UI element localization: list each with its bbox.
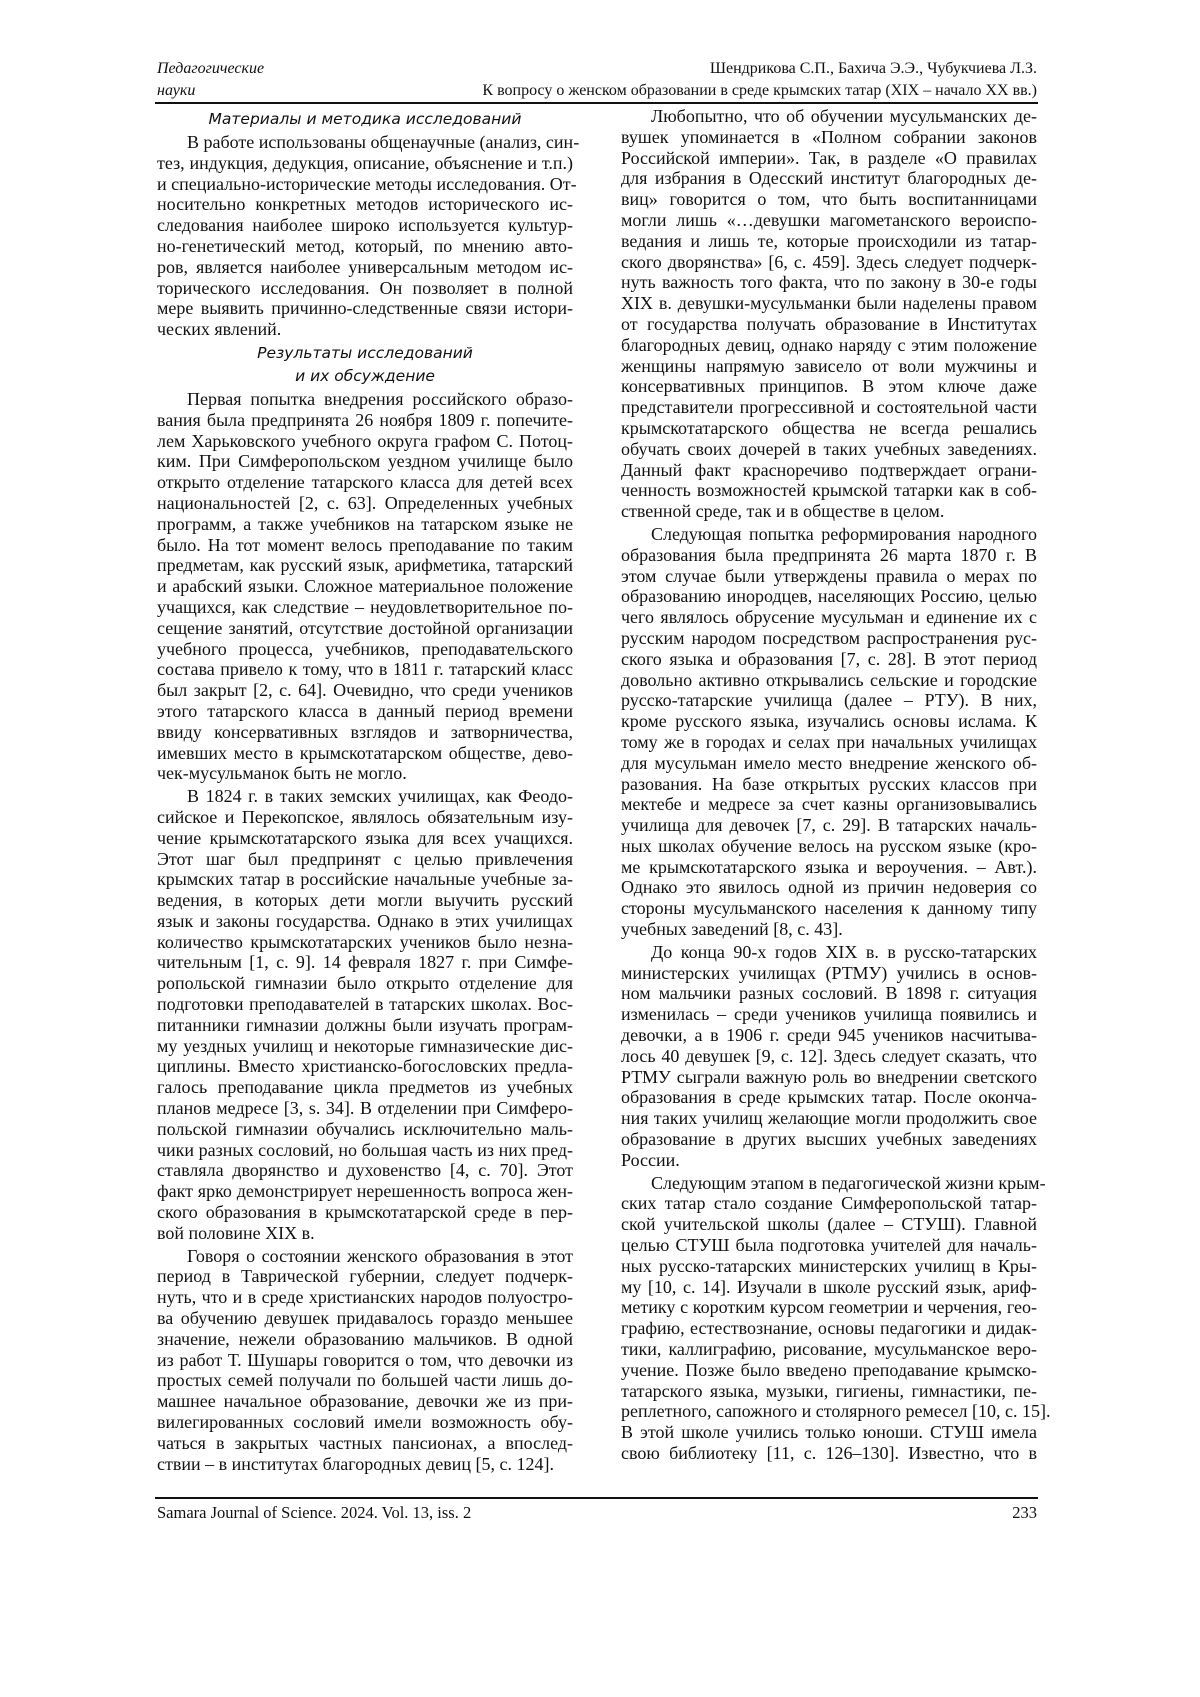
- text-line: ров, является наиболее универсальным методом ис-: [157, 257, 573, 278]
- text-line: ских татар стало создание Симферопольской татар-: [621, 1193, 1037, 1214]
- text-line: состава привело к тому, что в 1811 г. татарский класс: [157, 659, 573, 680]
- text-line: вой половине XIX в.: [157, 1223, 573, 1244]
- section-line: Педагогические: [157, 58, 264, 80]
- text-line: консервативных принципов. В этом ключе даже: [621, 376, 1037, 397]
- page-number: 233: [1012, 1503, 1037, 1523]
- text-line: Говоря о состоянии женского образования в этот: [157, 1246, 573, 1267]
- text-line: ведания и лишь те, которые происходили из татар-: [621, 231, 1037, 252]
- text-line: обучать своих дочерей в таких учебных заведениях.: [621, 439, 1037, 460]
- text-line: могли лишь «…девушки магометанского вероиспо-: [621, 210, 1037, 231]
- right-column: [621, 106, 1037, 1466]
- text-line: ме крымскотатарского языка и вероучения. – Авт.).: [621, 857, 1037, 878]
- text-line: ченность возможностей крымской татарки как в соб-: [621, 480, 1037, 501]
- text-line: количество крымскотатарских учеников было незна-: [157, 932, 573, 953]
- text-line: подготовки преподавателей в татарских школах. Вос-: [157, 994, 573, 1015]
- text-line: чего являлось обрусение мусульман и единение их с: [621, 607, 1037, 628]
- text-line: питанники гимназии должны были изучать програм-: [157, 1015, 573, 1036]
- text-line: русским народом посредством распространения рус-: [621, 628, 1037, 649]
- paragraph: [157, 389, 573, 784]
- text-line: ского языка и образования [7, с. 28]. В этот период: [621, 649, 1037, 670]
- left-column: [157, 106, 573, 1476]
- text-line: предметам, как русский язык, арифметика, татарский: [157, 555, 573, 576]
- article-title: К вопросу о женском образовании в среде крымских татар (XIX – начало XX вв.): [482, 80, 1037, 102]
- text-line: период в Таврической губернии, следует подчерк-: [157, 1266, 573, 1287]
- text-line: татарского языка, музыки, гигиены, гимнастики, пе-: [621, 1381, 1037, 1402]
- text-line: ропольской гимназии было открыто отделение для: [157, 973, 573, 994]
- text-line: простых семей получали по большей части лишь до-: [157, 1370, 573, 1391]
- text-line: му [10, с. 14]. Изучали в школе русский язык, ариф-: [621, 1277, 1037, 1298]
- authors: Шендрикова С.П., Бахича Э.Э., Чубукчиева Л.З.: [482, 58, 1037, 80]
- text-line: ввиду консервативных взглядов и затворничества,: [157, 722, 573, 743]
- paragraph: [157, 132, 573, 340]
- text-line: Этот шаг был предпринят с целью привлечения: [157, 849, 573, 870]
- text-line: учебных заведений [8, с. 43].: [621, 919, 1037, 940]
- paragraph: [621, 942, 1037, 1171]
- text-line: было. На тот момент велось преподавание по таким: [157, 535, 573, 556]
- text-line: Первая попытка внедрения российского образо-: [157, 389, 573, 410]
- running-header: [482, 58, 1037, 102]
- text-line: ставляла дворянство и духовенство [4, с. 70]. Этот: [157, 1160, 573, 1181]
- text-line: ния таких училищ желающие могли продолжить свое: [621, 1108, 1037, 1129]
- text-line: ского дворянства» [6, с. 459]. Здесь следует подчерк-: [621, 252, 1037, 273]
- text-line: В 1824 г. в таких земских училищах, как Феодо-: [157, 786, 573, 807]
- text-line: учение. Позже было введено преподавание крымско-: [621, 1360, 1037, 1381]
- text-line: факт ярко демонстрирует нерешенность вопроса жен-: [157, 1181, 573, 1202]
- text-line: из работ Т. Шушары говорится о том, что девочки из: [157, 1350, 573, 1371]
- paragraph: [157, 1246, 573, 1475]
- text-line: этом случае были утверждены правила о мерах по: [621, 566, 1037, 587]
- text-line: образования была предпринята 26 марта 1870 г. В: [621, 545, 1037, 566]
- text-line: открыто отделение татарского класса для детей всех: [157, 472, 573, 493]
- footer-divider: [155, 1497, 1038, 1499]
- journal-citation: Samara Journal of Science. 2024. Vol. 13, iss. 2: [157, 1503, 471, 1523]
- text-line: стороны мусульманского населения к данному типу: [621, 898, 1037, 919]
- text-line: ственной среде, так и в обществе в целом.: [621, 501, 1037, 522]
- text-line: образования в среде крымских татар. После оконча-: [621, 1087, 1037, 1108]
- text-line: чаться в закрытых частных пансионах, а впослед-: [157, 1433, 573, 1454]
- text-line: нуть важность того факта, что по закону в 30-е годы: [621, 272, 1037, 293]
- text-line: чение крымскотатарского языка для всех учащихся.: [157, 828, 573, 849]
- text-line: чики разных сословий, но большая часть из них пред-: [157, 1140, 573, 1161]
- text-line: лось 40 девушек [9, с. 12]. Здесь следует сказать, что: [621, 1046, 1037, 1067]
- text-line: изменилась – среди учеников училища появились и: [621, 1004, 1037, 1025]
- heading-line: Материалы и методика исследований: [157, 108, 573, 131]
- text-line: училища для девочек [7, с. 29]. В татарских началь-: [621, 815, 1037, 836]
- text-line: тому же в городах и селах при начальных училищах: [621, 732, 1037, 753]
- text-line: До конца 90-х годов XIX в. в русско-татарских: [621, 942, 1037, 963]
- text-line: ных русско-татарских министерских училищ в Кры-: [621, 1256, 1037, 1277]
- text-line: довольно активно открывались сельские и городские: [621, 670, 1037, 691]
- text-line: значение, нежели образованию мальчиков. В одной: [157, 1329, 573, 1350]
- text-line: ствии – в институтах благородных девиц [5, с. 124].: [157, 1454, 573, 1475]
- text-line: ского образования в крымскотатарской среде в пер-: [157, 1202, 573, 1223]
- text-line: Любопытно, что об обучении мусульманских де-: [621, 106, 1037, 127]
- text-line: женщины напрямую зависело от воли мужчины и: [621, 356, 1037, 377]
- text-line: сещение занятий, отсутствие достойной организации: [157, 618, 573, 639]
- text-line: русско-татарские училища (далее – РТУ). В них,: [621, 690, 1037, 711]
- text-line: ведения, в которых дети могли выучить русский: [157, 890, 573, 911]
- text-line: представители прогрессивной и состоятельной части: [621, 397, 1037, 418]
- section-heading: [157, 108, 573, 131]
- text-line: благородных девиц, однако наряду с этим положение: [621, 335, 1037, 356]
- text-line: тики, каллиграфию, рисование, мусульманское веро-: [621, 1339, 1037, 1360]
- text-line: образованию инородцев, населяющих Россию, целью: [621, 586, 1037, 607]
- text-line: ном мальчики разных сословий. В 1898 г. ситуация: [621, 983, 1037, 1004]
- text-line: виц» говорится о том, что быть воспитанницами: [621, 189, 1037, 210]
- text-line: вилегированных сословий имели возможность обу-: [157, 1412, 573, 1433]
- text-line: национальностей [2, с. 63]. Определенных учебных: [157, 493, 573, 514]
- text-line: программ, а также учебников на татарском языке не: [157, 514, 573, 535]
- text-line: ческих явлений.: [157, 319, 573, 340]
- text-line: торического исследования. Он позволяет в полной: [157, 278, 573, 299]
- text-line: для избрания в Одесский институт благородных де-: [621, 168, 1037, 189]
- heading-line: и их обсуждение: [157, 365, 573, 388]
- text-line: Однако это явилось одной из причин недоверия со: [621, 877, 1037, 898]
- text-line: мектебе и медресе за счет казны организовывались: [621, 794, 1037, 815]
- text-line: XIX в. девушки-мусульманки были наделены правом: [621, 293, 1037, 314]
- text-line: язык и законы государства. Однако в этих училищах: [157, 911, 573, 932]
- text-line: для мусульман имело место внедрение женского об-: [621, 753, 1037, 774]
- text-line: циплины. Вместо христианско-богословских предла-: [157, 1056, 573, 1077]
- text-line: носительно конкретных методов исторического ис-: [157, 194, 573, 215]
- text-line: метику с коротким курсом геометрии и черчения, гео-: [621, 1297, 1037, 1318]
- text-line: и специально-исторические методы исследования. От-: [157, 174, 573, 195]
- text-line: России.: [621, 1150, 1037, 1171]
- text-line: имевших место в крымскотатарском обществе, дево-: [157, 743, 573, 764]
- text-line: чек-мусульманок быть не могло.: [157, 763, 573, 784]
- text-line: вания была предпринята 26 ноября 1809 г. попечите-: [157, 410, 573, 431]
- text-line: мере выявить причинно-следственные связи истори-: [157, 298, 573, 319]
- text-line: министерских училищах (РТМУ) учились в основ-: [621, 963, 1037, 984]
- text-line: ким. При Симферопольском уездном училище было: [157, 451, 573, 472]
- paragraph: [157, 786, 573, 1244]
- paragraph: [621, 1173, 1037, 1464]
- text-line: Российской империи». Так, в разделе «О правилах: [621, 148, 1037, 169]
- text-line: графию, естествознание, основы педагогики и дидак-: [621, 1318, 1037, 1339]
- text-line: машнее начальное образование, девочки же из при-: [157, 1391, 573, 1412]
- text-line: и арабский языки. Сложное материальное положение: [157, 576, 573, 597]
- text-line: галось преподавание цикла предметов из учебных: [157, 1077, 573, 1098]
- text-line: крымских татар в российские начальные учебные за-: [157, 869, 573, 890]
- text-line: следования наиболее широко используется культур-: [157, 215, 573, 236]
- text-line: нуть, что и в среде христианских народов полуостро-: [157, 1287, 573, 1308]
- text-line: В работе использованы общенаучные (анализ, син-: [157, 132, 573, 153]
- text-line: чительным [1, с. 9]. 14 февраля 1827 г. при Симфе-: [157, 952, 573, 973]
- text-line: В этой школе учились только юноши. СТУШ имела: [621, 1422, 1037, 1443]
- text-line: образование в других высших учебных заведениях: [621, 1129, 1037, 1150]
- text-line: учебного процесса, учебников, преподавательского: [157, 639, 573, 660]
- paragraph: [621, 106, 1037, 522]
- text-line: польской гимназии обучались исключительно маль-: [157, 1119, 573, 1140]
- text-line: тез, индукция, дедукция, описание, объяснение и т.п.): [157, 153, 573, 174]
- text-line: планов медресе [3, s. 34]. В отделении при Симферо-: [157, 1098, 573, 1119]
- paragraph: [621, 524, 1037, 940]
- text-line: целью СТУШ была подготовка учителей для началь-: [621, 1235, 1037, 1256]
- text-line: от государства получать образование в Институтах: [621, 314, 1037, 335]
- heading-line: Результаты исследований: [157, 342, 573, 365]
- text-line: этого татарского класса в данный период времени: [157, 701, 573, 722]
- text-line: РТМУ сыграли важную роль во внедрении светского: [621, 1067, 1037, 1088]
- text-line: ской учительской школы (далее – СТУШ). Главной: [621, 1214, 1037, 1235]
- journal-section: [157, 58, 264, 102]
- header-divider: [155, 102, 1038, 104]
- text-line: ных школах обучение велось на русском языке (кро-: [621, 836, 1037, 857]
- text-line: кроме русского языка, изучались основы ислама. К: [621, 711, 1037, 732]
- text-line: му уездных училищ и некоторые гимназические дис-: [157, 1036, 573, 1057]
- section-line: науки: [157, 80, 264, 102]
- text-line: разования. На базе открытых русских классов при: [621, 774, 1037, 795]
- text-line: ва обучению девушек придавалось гораздо меньшее: [157, 1308, 573, 1329]
- text-line: лем Харьковского учебного округа графом С. Потоц-: [157, 431, 573, 452]
- text-line: учащихся, как следствие – неудовлетворительное по-: [157, 597, 573, 618]
- text-line: но-генетический метод, который, по мнению авто-: [157, 236, 573, 257]
- text-line: был закрыт [2, с. 64]. Очевидно, что среди учеников: [157, 680, 573, 701]
- text-line: Следующая попытка реформирования народного: [621, 524, 1037, 545]
- text-line: реплетного, сапожного и столярного ремесел [10, с. 15].: [621, 1401, 1037, 1422]
- section-heading: [157, 342, 573, 388]
- text-line: вушек упоминается в «Полном собрании законов: [621, 127, 1037, 148]
- text-line: Данный факт красноречиво подтверждает ограни-: [621, 460, 1037, 481]
- text-line: сийское и Перекопское, являлось обязательным изу-: [157, 807, 573, 828]
- text-line: девочки, а в 1906 г. среди 945 учеников насчитыва-: [621, 1025, 1037, 1046]
- text-line: свою библиотеку [11, с. 126–130]. Известно, что в: [621, 1443, 1037, 1464]
- text-line: Следующим этапом в педагогической жизни крым-: [621, 1173, 1037, 1194]
- text-line: крымскотатарского общества не всегда решались: [621, 418, 1037, 439]
